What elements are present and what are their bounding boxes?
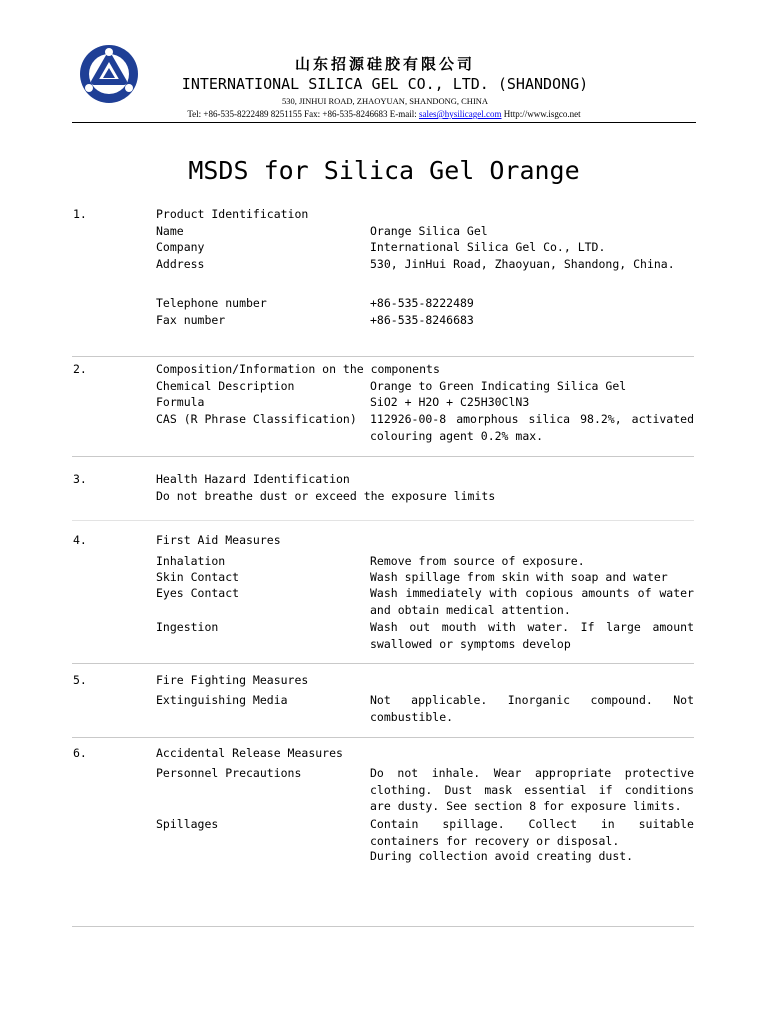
section-number: 3. (73, 472, 87, 486)
section-title: Product Identification (156, 207, 309, 221)
field-label: Fax number (156, 313, 226, 327)
header-divider (72, 122, 696, 123)
section-title: First Aid Measures (156, 533, 281, 547)
section-title: Composition/Information on the components (156, 362, 440, 376)
field-value: Contain spillage. Collect in suitable containers for recovery or disposal. (370, 817, 694, 848)
field-value: 530, JinHui Road, Zhaoyuan, Shandong, China. (370, 257, 675, 271)
field-value: Wash out mouth with water. If large amount swallowed or symptoms develop (370, 620, 694, 651)
section-text: Do not breathe dust or exceed the exposure limits (156, 489, 496, 503)
section-divider (72, 456, 694, 457)
website-text: Http://www.isgco.net (501, 109, 581, 119)
section-number: 2. (73, 362, 87, 376)
field-label: Personnel Precautions (156, 766, 302, 780)
field-value: Wash immediately with copious amounts of water and obtain medical attention. (370, 586, 694, 617)
field-label: Formula (156, 395, 205, 409)
field-label: Eyes Contact (156, 586, 240, 600)
field-label: Name (156, 224, 184, 238)
email-link[interactable]: sales@hysilicagel.com (418, 109, 502, 119)
document-title: MSDS for Silica Gel Orange (188, 156, 580, 185)
field-label: Address (156, 257, 205, 271)
field-value-extra: During collection avoid creating dust. (370, 849, 634, 863)
section-number: 6. (73, 746, 87, 760)
field-label: Company (156, 240, 205, 254)
section-divider (72, 663, 694, 664)
field-value: Do not inhale. Wear appropriate protective clothing. Dust mask essential if conditions are dusty. See section 8 for exposure limits. (370, 766, 694, 813)
field-value: Orange to Green Indicating Silica Gel (370, 379, 627, 393)
field-value: +86-535-8246683 (370, 313, 474, 327)
section-number: 1. (73, 207, 87, 221)
field-label: Skin Contact (156, 570, 240, 584)
field-label: CAS (R Phrase Classification) (156, 412, 357, 426)
field-label: Ingestion (156, 620, 219, 634)
field-label: Inhalation (156, 554, 226, 568)
field-label: Telephone number (156, 296, 267, 310)
field-value: International Silica Gel Co., LTD. (370, 240, 606, 254)
field-value: SiO2 + H2O + C25H30ClN3 (370, 395, 530, 409)
company-name-english: INTERNATIONAL SILICA GEL CO., LTD. (SHANDONG) (181, 75, 589, 93)
section-number: 5. (73, 673, 87, 687)
company-address: 530, JINHUI ROAD, ZHAOYUAN, SHANDONG, CHINA (281, 96, 489, 106)
section-title: Health Hazard Identification (156, 472, 350, 486)
section-title: Accidental Release Measures (156, 746, 343, 760)
company-logo (79, 44, 139, 104)
company-name-chinese: 山东招源硅胶有限公司 (294, 55, 475, 73)
contact-line (72, 109, 696, 119)
field-label: Spillages (156, 817, 219, 831)
section-number: 4. (73, 533, 87, 547)
section-divider (72, 737, 694, 738)
field-value: Remove from source of exposure. (370, 554, 585, 568)
field-label: Chemical Description (156, 379, 295, 393)
section-divider (72, 356, 694, 357)
field-value: 112926-00-8 amorphous silica 98.2%, activated colouring agent 0.2% max. (370, 412, 694, 443)
section-title: Fire Fighting Measures (156, 673, 309, 687)
contact-phone-fax: Tel: +86-535-8222489 8251155 Fax: +86-535-8246683 E-mail: (187, 109, 419, 119)
field-value: +86-535-8222489 (370, 296, 474, 310)
field-value: Orange Silica Gel (370, 224, 488, 238)
field-value: Wash spillage from skin with soap and water (370, 570, 668, 584)
section-divider (72, 520, 694, 521)
field-value: Not applicable. Inorganic compound. Not combustible. (370, 693, 694, 724)
field-label: Extinguishing Media (156, 693, 288, 707)
section-divider (72, 926, 694, 927)
